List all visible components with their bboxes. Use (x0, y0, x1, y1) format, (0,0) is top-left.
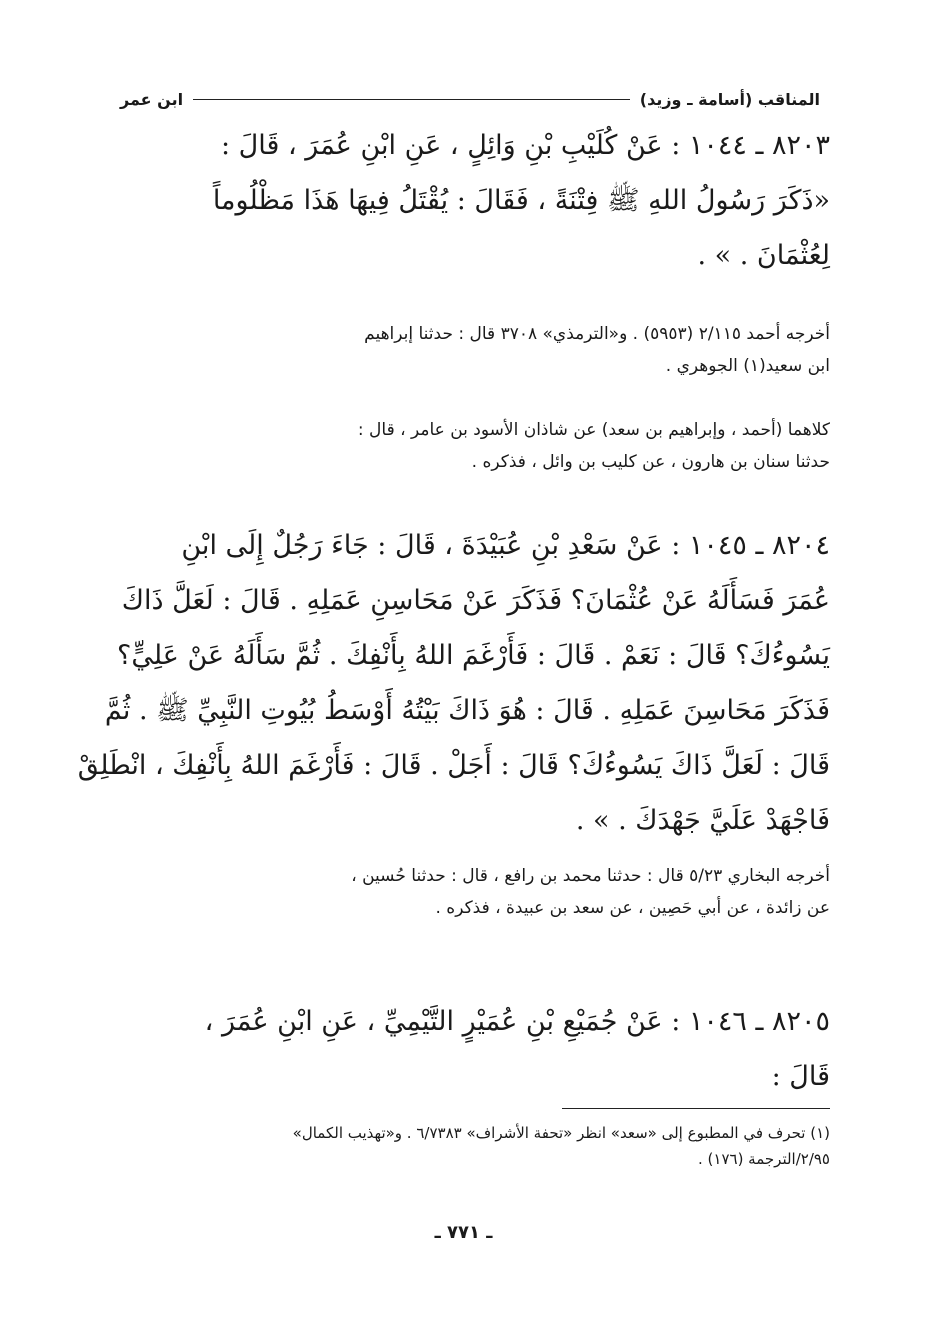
footnote (135, 1120, 830, 1172)
hadith-line: قَالَ : (771, 1061, 830, 1092)
takhrij-line: عن زائدة ، عن أبي حَصِين ، عن سعد بن عبيدة ، فذكره . (435, 898, 830, 918)
hadith-line: ٨٢٠٣ ـ ١٠٤٤ : عَنْ كُلَيْبِ بْنِ وَائِلٍ ، عَنِ ابْنِ عُمَرَ ، قَالَ : (220, 130, 830, 161)
footnote-line: ٢/٩٥/الترجمة (١٧٦) . (698, 1150, 830, 1168)
hadith-line: ٨٢٠٥ ـ ١٠٤٦ : عَنْ جُمَيْعِ بْنِ عُمَيْرٍ التَّيْمِيِّ ، عَنِ ابْنِ عُمَرَ ، (204, 1006, 830, 1037)
footnote-separator (562, 1108, 830, 1109)
takhrij-8203-chain (130, 414, 830, 478)
hadith-8203 (130, 118, 830, 283)
hadith-line: فَذَكَرَ مَحَاسِنَ عَمَلِهِ . قَالَ : هُوَ ذَاكَ بَيْتُهُ أَوْسَطُ بُيُوتِ النَّبِيِّ ﷺ . ثُمَّ (104, 695, 830, 726)
header-section-title: المناقب (أسامة ـ وزيد) (639, 89, 820, 109)
running-header (120, 84, 820, 114)
header-chapter-title: ابن عمر (120, 89, 184, 109)
hadith-line: عُمَرَ فَسَأَلَهُ عَنْ عُثْمَانَ؟ فَذَكَرَ عَنْ مَحَاسِنِ عَمَلِهِ . قَالَ : لَعَلَّ ذَاكَ (121, 585, 830, 616)
hadith-line: يَسُوءُكَ؟ قَالَ : نَعَمْ . قَالَ : فَأَرْغَمَ اللهُ بِأَنْفِكَ . ثُمَّ سَأَلَهُ عَنْ عَلِيٍّ؟ (116, 640, 830, 671)
footnote-line: (١) تحرف في المطبوع إلى «سعد» انظر «تحفة الأشراف» ٦/٧٣٨٣ . و«تهذيب الكمال» (292, 1124, 830, 1142)
hadith-8205 (130, 994, 830, 1104)
hadith-line: قَالَ : لَعَلَّ ذَاكَ يَسُوءُكَ؟ قَالَ : أَجَلْ . قَالَ : فَأَرْغَمَ اللهُ بِأَنْفِكَ ، انْطَلِقْ (77, 750, 830, 781)
hadith-line: فَاجْهَدْ عَلَيَّ جَهْدَكَ . » . (575, 805, 830, 836)
hadith-line: ٨٢٠٤ ـ ١٠٤٥ : عَنْ سَعْدِ بْنِ عُبَيْدَةَ ، قَالَ : جَاءَ رَجُلٌ إِلَى ابْنِ (181, 530, 830, 561)
takhrij-line: أخرجه البخاري ٥/٢٣ قال : حدثنا محمد بن رافع ، قال : حدثنا حُسين ، (351, 866, 830, 886)
takhrij-line: كلاهما (أحمد ، وإبراهيم بن سعد) عن شاذان الأسود بن عامر ، قال : (357, 420, 830, 440)
takhrij-8203 (130, 318, 830, 382)
takhrij-8204 (130, 860, 830, 924)
hadith-8204 (77, 518, 830, 848)
takhrij-line: أخرجه أحمد ٢/١١٥ (٥٩٥٣) . و«الترمذي» ٣٧٠٨ قال : حدثنا إبراهيم (364, 324, 830, 344)
header-rule (193, 99, 630, 100)
takhrij-line: ابن سعيد(١) الجوهري . (665, 356, 830, 376)
page-number: ـ ٧٧١ ـ (434, 1222, 493, 1243)
takhrij-line: حدثنا سنان بن هارون ، عن كليب بن وائل ، فذكره . (471, 452, 830, 472)
hadith-line: لِعُثْمَانَ . » . (697, 240, 830, 271)
hadith-line: «ذَكَرَ رَسُولُ اللهِ ﷺ فِتْنَةً ، فَقَالَ : يُقْتَلُ فِيهَا هَذَا مَظْلُوماً (212, 185, 830, 216)
